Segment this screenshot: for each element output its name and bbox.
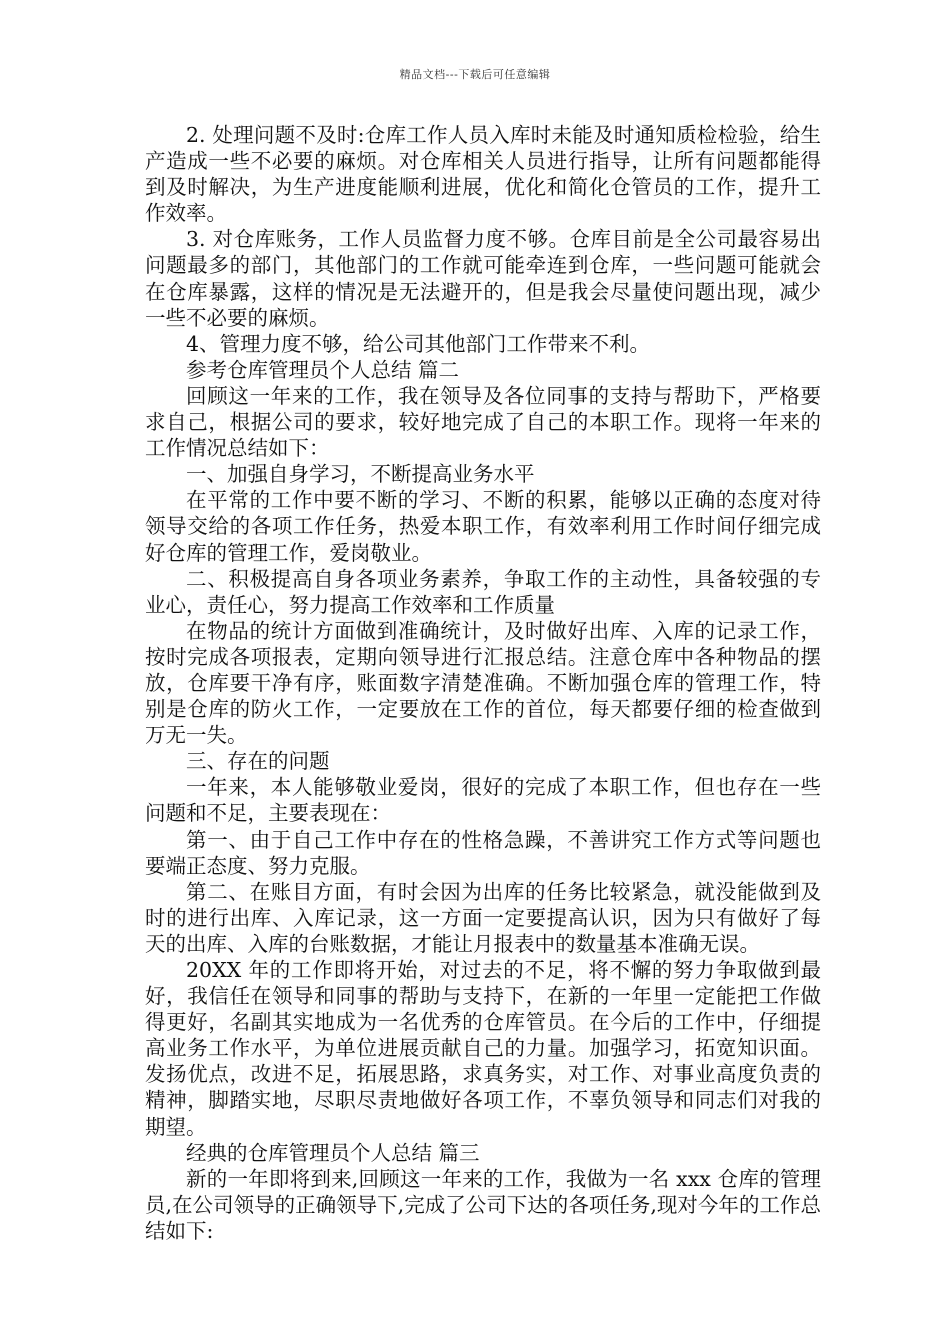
section-heading-2: 参考仓库管理员个人总结 篇二 — [186, 357, 460, 382]
paragraph-problems: 一年来，本人能够敬业爱岗，很好的完成了本职工作，但也存在一些问题和不足，主要表现在： — [145, 775, 821, 826]
paragraph-item-3: 3. 对仓库账务，工作人员监督力度不够。仓库目前是全公司最容易出问题最多的部门，其他部门的工作就可能牵连到仓库，一些问题可能就会在仓库暴露，这样的情况是无法避开的，但是我会尽量使问题出现，减少一些不必要的麻烦。 — [145, 227, 821, 330]
paragraph-outlook: 20XX 年的工作即将开始，对过去的不足，将不懈的努力争取做到最好，我信任在领导和同事的帮助与支持下，在新的一年里一定能把工作做得更好，名副其实地成为一名优秀的仓库管员。在今后的工作中，仔细提高业务工作水平，为单位进展贡献自己的力量。加强学习，拓宽知识面。发扬优点，改进不足，拓展思路，求真务实，对工作、对事业高度负责的精神，脚踏实地，尽职尽责地做好各项工作，不辜负领导和同志们对我的期望。 — [145, 958, 821, 1139]
paragraph-item-2: 2. 处理问题不及时:仓库工作人员入库时未能及时通知质检检验，给生产造成一些不必要的麻烦。对仓库相关人员进行指导，让所有问题都能得到及时解决，为生产进度能顺利进展，优化和简化仓管员的工作，提升工作效率。 — [145, 123, 821, 226]
document-body — [145, 122, 821, 1244]
section-heading-3: 经典的仓库管理员个人总结 篇三 — [186, 1140, 480, 1165]
subheading-2: 二、积极提高自身各项业务素养，争取工作的主动性，具备较强的专业心，责任心，努力提高工作效率和工作质量 — [145, 566, 821, 617]
paragraph-item-4: 4、管理力度不够，给公司其他部门工作带来不利。 — [186, 331, 651, 356]
paragraph-second: 第二、在账目方面，有时会因为出库的任务比较紧急，就没能做到及时的进行出库、入库记录，这一方面一定要提高认识，因为只有做好了每天的出库、入库的台账数据，才能让月报表中的数量基本准确无误。 — [145, 879, 821, 956]
paragraph-first: 第一、由于自己工作中存在的性格急躁，不善讲究工作方式等问题也要端正态度、努力克服。 — [145, 827, 821, 878]
paragraph-study: 在平常的工作中要不断的学习、不断的积累，能够以正确的态度对待领导交给的各项工作任务，热爱本职工作，有效率利用工作时间仔细完成好仓库的管理工作，爱岗敬业。 — [145, 488, 821, 565]
paragraph-new-year: 新的一年即将到来,回顾这一年来的工作，我做为一名 xxx 仓库的管理员,在公司领导的正确领导下,完成了公司下达的各项任务,现对今年的工作总结如下: — [145, 1166, 821, 1243]
page-header: 精品文档---下载后可任意编辑 — [399, 68, 551, 81]
subheading-3: 三、存在的问题 — [186, 749, 330, 774]
paragraph-statistics: 在物品的统计方面做到准确统计，及时做好出库、入库的记录工作，按时完成各项报表，定期向领导进行汇报总结。注意仓库中各种物品的摆放，仓库要干净有序，账面数字清楚准确。不断加强仓库的管理工作，特别是仓库的防火工作，一定要放在工作的首位，每天都要仔细的检查做到万无一失。 — [145, 618, 821, 748]
paragraph-intro: 回顾这一年来的工作，我在领导及各位同事的支持与帮助下，严格要求自己，根据公司的要求，较好地完成了自己的本职工作。现将一年来的工作情况总结如下： — [145, 383, 821, 461]
subheading-1: 一、加强自身学习，不断提高业务水平 — [186, 462, 535, 487]
